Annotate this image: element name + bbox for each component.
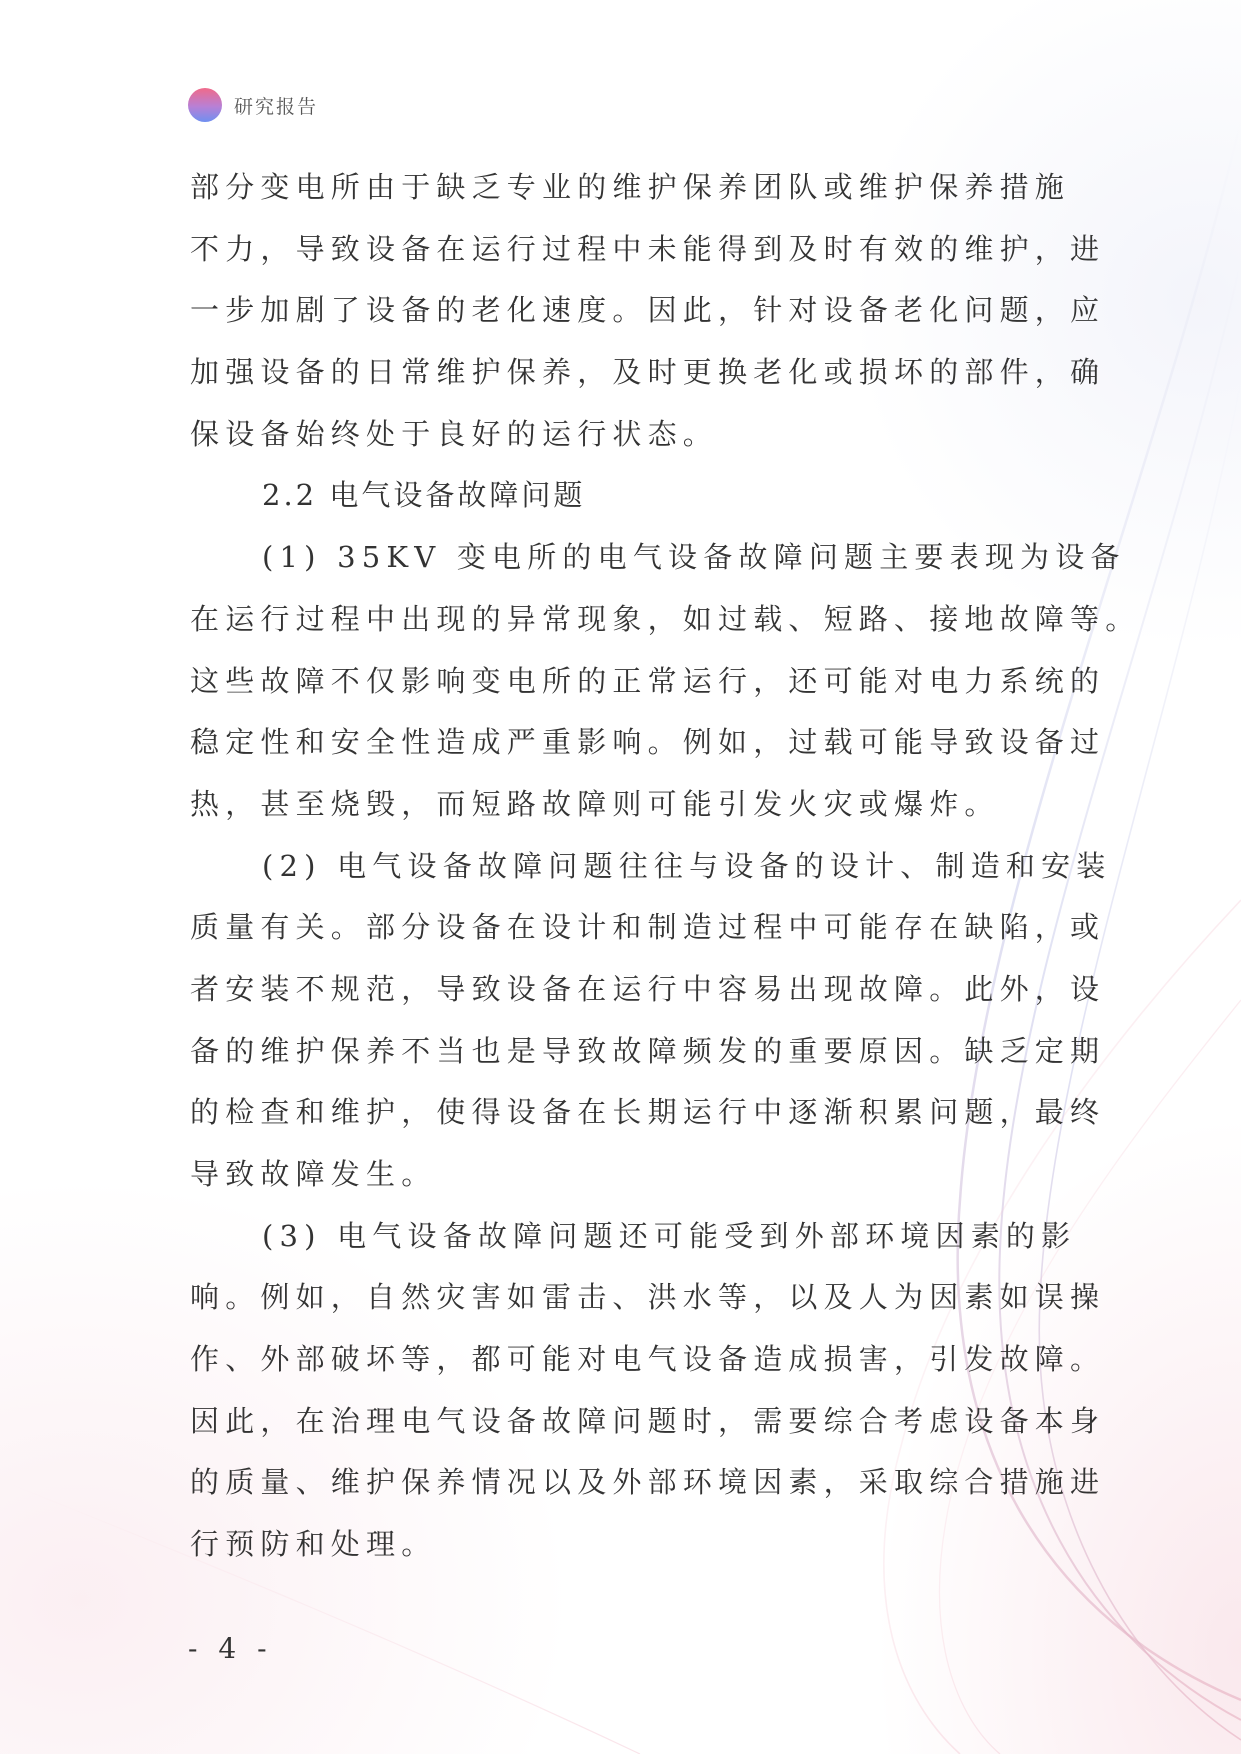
text-line: 热，甚至烧毁，而短路故障则可能引发火灾或爆炸。 [190,786,1000,821]
page-number: - 4 - [188,1632,273,1665]
text-line: 的检查和维护，使得设备在长期运行中逐渐积累问题，最终 [190,1095,1106,1130]
section-heading: 2.2 电气设备故障问题 [262,478,586,513]
text-line: 作、外部破坏等，都可能对电气设备造成损害，引发故障。 [190,1342,1106,1377]
text-line: 响。例如，自然灾害如雷击、洪水等，以及人为因素如误操 [190,1280,1106,1315]
text-line: 一步加剧了设备的老化速度。因此，针对设备老化问题，应 [190,293,1106,328]
text-line: 这些故障不仅影响变电所的正常运行，还可能对电力系统的 [190,663,1106,698]
paragraph-first-line: (3) 电气设备故障问题还可能受到外部环境因素的影 [262,1218,1077,1253]
text-line: 的质量、维护保养情况以及外部环境因素，采取综合措施进 [190,1465,1106,1500]
paragraph-first-line: (1) 35KV 变电所的电气设备故障问题主要表现为设备 [262,540,1126,575]
text-line: 不力，导致设备在运行过程中未能得到及时有效的维护，进 [190,231,1106,266]
header-title: 研究报告 [234,95,319,118]
text-line: 保设备始终处于良好的运行状态。 [190,416,719,451]
text-line: 在运行过程中出现的异常现象，如过载、短路、接地故障等。 [190,601,1141,636]
text-line: 导致故障发生。 [190,1157,437,1191]
text-line: 因此，在治理电气设备故障问题时，需要综合考虑设备本身 [190,1403,1106,1438]
page-header [188,88,318,122]
text-line: 行预防和处理。 [190,1527,437,1562]
text-line: 备的维护保养不当也是导致故障频发的重要原因。缺乏定期 [190,1033,1106,1068]
text-line: 稳定性和安全性造成严重影响。例如，过载可能导致设备过 [190,725,1106,760]
text-line: 质量有关。部分设备在设计和制造过程中可能存在缺陷，或 [190,910,1106,945]
body-text [190,157,1141,1576]
report-logo-icon [188,88,222,122]
paragraph-first-line: (2) 电气设备故障问题往往与设备的设计、制造和安装 [262,848,1112,883]
text-line: 者安装不规范，导致设备在运行中容易出现故障。此外，设 [190,971,1106,1006]
text-line: 部分变电所由于缺乏专业的维护保养团队或维护保养措施 [190,170,1071,204]
text-line: 加强设备的日常维护保养，及时更换老化或损坏的部件，确 [190,355,1106,390]
